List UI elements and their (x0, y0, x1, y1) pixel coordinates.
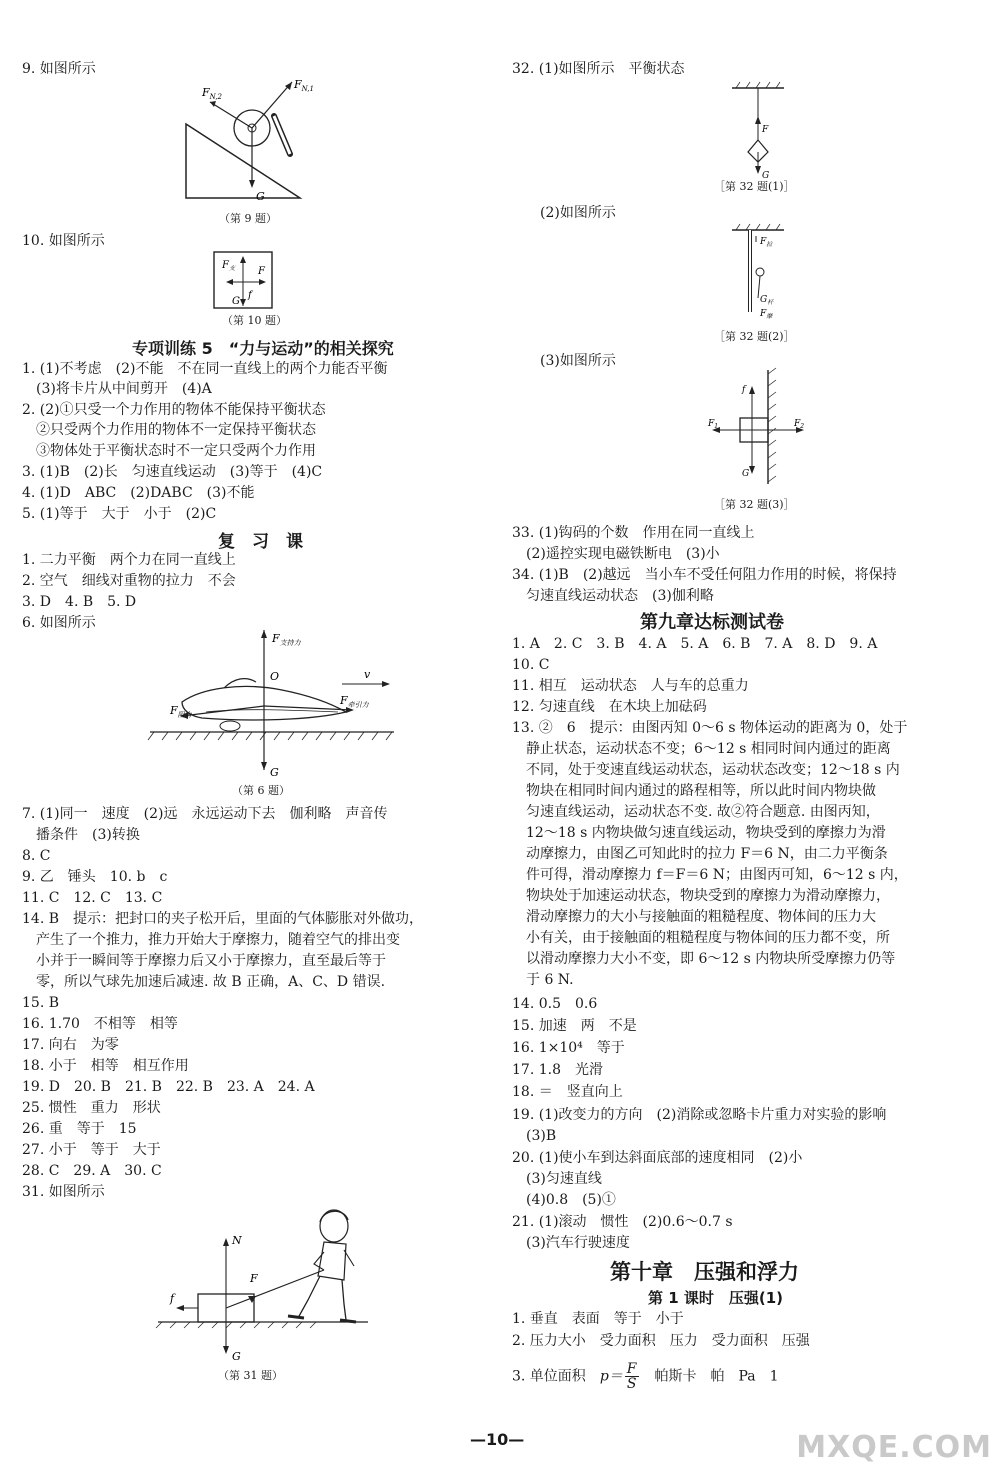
answer-line: 34. (1)B (2)越远 当小车不受任何阻力作用的时候，将保持 (512, 567, 897, 583)
answer-line: 15. 加速 两 不是 (512, 1018, 637, 1034)
answer-line: 14. 0.5 0.6 (512, 996, 598, 1012)
answer-line: 26. 重 等于 15 (22, 1121, 137, 1137)
answer-line: 12～18 s 内物块做匀速直线运动，物块受到的摩擦力为滑 (512, 825, 886, 841)
answer-line: (2)遥控实现电磁铁断电 (3)小 (512, 546, 720, 562)
lesson-title: 第 1 课时 压强(1) (648, 1289, 784, 1307)
answer-line: 28. C 29. A 30. C (22, 1163, 162, 1179)
answer-line: 1. A 2. C 3. B 4. A 5. A 6. B 7. A 8. D 9. A (512, 636, 878, 652)
answer-line: 小并于一瞬间等于摩擦力后又小于摩擦力，直至最后等于 (22, 953, 386, 969)
answer-line: 3. (1)B (2)长 匀速直线运动 (3)等于 (4)C (22, 464, 323, 480)
answer-line: 匀速直线运动状态 (3)伽利略 (512, 588, 714, 604)
svg-text:G: G (270, 766, 279, 779)
pressure-formula-fraction (625, 1362, 639, 1391)
answer-line: (3)汽车行驶速度 (512, 1235, 630, 1251)
q3-denominator: S (626, 1376, 637, 1392)
svg-text:G: G (762, 171, 770, 181)
answer-line: 17. 向右 为零 (22, 1037, 119, 1053)
answer-line: 产生了一个推力，推力开始大于摩擦力，随着空气的排出变 (22, 932, 400, 948)
answer-line: 7. (1)同一 速度 (2)远 永远运动下去 伽利略 声音传 (22, 806, 388, 822)
svg-text:F: F (258, 266, 265, 277)
q32-2-diagram (728, 222, 788, 322)
q3-prefix: 3. 单位面积 (512, 1368, 600, 1385)
answer-line: 6. 如图所示 (22, 615, 96, 631)
answer-line: 静止状态，运动状态不变；6～12 s 相同时间内通过的距离 (512, 741, 891, 757)
answer-line: 于 6 N. (512, 972, 574, 988)
answer-line: 12. 匀速直线 在木块上加砝码 (512, 699, 707, 715)
page-number: —10— (470, 1430, 525, 1449)
svg-text:G: G (232, 296, 240, 307)
answer-line: 19. (1)改变力的方向 (2)消除或忽略卡片重力对实验的影响 (512, 1107, 887, 1123)
svg-text:F摩: $F_摩$ (760, 309, 773, 320)
q10-caption: （第 10 题） (222, 314, 287, 327)
answer-line: 17. 1.8 光滑 (512, 1062, 603, 1078)
answer-line: 31. 如图所示 (22, 1184, 105, 1200)
answer-line: 21. (1)滚动 惯性 (2)0.6～0.7 s (512, 1214, 733, 1230)
answer-line: 8. C (22, 848, 51, 864)
answer-line: 2. 压力大小 受力面积 压力 受力面积 压强 (512, 1333, 810, 1349)
svg-text:f: f (170, 1292, 175, 1305)
answer-line: 16. 1×10⁴ 等于 (512, 1040, 625, 1056)
svg-text:F阻力: $F_{阻力}$ (170, 704, 192, 719)
answer-line: 零，所以气球先加速后减速. 故 B 正确，A、C、D 错误. (22, 974, 386, 990)
answer-line: 4. (1)D ABC (2)DABC (3)不能 (22, 485, 255, 501)
answer-line: 25. 惯性 重力 形状 (22, 1100, 161, 1116)
q32-1-text: 32. (1)如图所示 平衡状态 (512, 61, 685, 77)
chapter9-title: 第九章达标测试卷 (640, 612, 784, 633)
q3-formula-lhs: p＝ (599, 1368, 623, 1385)
answer-line: (3)将卡片从中间剪开 (4)A (22, 381, 212, 397)
svg-text:F拉: $F_拉$ (760, 237, 773, 248)
q32-3-diagram (708, 368, 808, 488)
q9-caption: （第 9 题） (219, 212, 277, 225)
answer-line: 15. B (22, 995, 60, 1011)
chapter10-title: 第十章 压强和浮力 (610, 1260, 799, 1284)
answer-line: 19. D 20. B 21. B 22. B 23. A 24. A (22, 1079, 315, 1095)
svg-text:F支: $F_支$ (222, 260, 235, 272)
answer-line: 3. D 4. B 5. D (22, 594, 137, 610)
svg-text:F1: $F_1$ (708, 419, 719, 430)
answer-line: 33. (1)钩码的个数 作用在同一直线上 (512, 525, 755, 541)
answer-line: 11. C 12. C 13. C (22, 890, 163, 906)
answer-line: 14. B 提示：把封口的夹子松开后，里面的气体膨胀对外做功， (22, 911, 424, 927)
answer-line: (3)B (512, 1128, 557, 1144)
answer-line: 2. 空气 细线对重物的拉力 不会 (22, 573, 236, 589)
answer-line: 以滑动摩擦力大小不变，即 6～12 s 内物块所受摩擦力仍等 (512, 951, 896, 967)
svg-text:N: N (232, 1234, 242, 1247)
svg-text:f: f (248, 290, 252, 301)
answer-line: 物块在相同时间内通过的路程相等，所以此时间内物块做 (512, 783, 876, 799)
q3-numerator: F (626, 1361, 637, 1377)
answer-line: 小有关，由于接触面的粗糙程度与物体间的压力都不变，所 (512, 930, 890, 946)
answer-line: 27. 小于 等于 大于 (22, 1142, 161, 1158)
answer-line: 2. (2)①只受一个力作用的物体不能保持平衡状态 (22, 402, 326, 418)
svg-text:G: G (742, 469, 750, 479)
q9-text: 9. 如图所示 (22, 61, 96, 77)
answer-line: 件可得，滑动摩擦力 f＝F＝6 N；由图丙可知，6～12 s 内， (512, 867, 908, 883)
q6-caption: （第 6 题） (232, 784, 290, 797)
answer-line: 11. 相互 运动状态 人与车的总重力 (512, 678, 749, 694)
svg-text:FN,1: $F_{N,1}$ (294, 78, 314, 93)
q32-3-text: (3)如图所示 (540, 353, 616, 369)
q32-3-caption: ［第 32 题(3)］ (714, 498, 795, 511)
svg-text:F牵引力: $F_{牵引力}$ (340, 694, 369, 709)
watermark: MXQE.COM (796, 1430, 992, 1465)
q3-suffix: 帕斯卡 帕 Pa 1 (640, 1368, 779, 1385)
answer-line: 匀速直线运动，运动状态不变. 故②符合题意. 由图丙知， (512, 804, 880, 820)
section5-title: 专项训练 5 “力与运动”的相关探究 (132, 339, 394, 358)
q9-diagram (182, 76, 322, 216)
svg-text:G: G (256, 190, 265, 203)
answer-line: 动摩擦力，由图乙可知此时的拉力 F＝6 N，由二力平衡条 (512, 846, 888, 862)
q32-2-text: (2)如图所示 (540, 205, 616, 221)
answer-line: 9. 乙 锤头 10. b c (22, 869, 168, 885)
answer-line: 物块处于加速运动状态，物块受到的摩擦力为滑动摩擦力， (512, 888, 890, 904)
q32-2-caption: ［第 32 题(2)］ (714, 330, 795, 343)
q32-1-diagram (728, 80, 788, 180)
review-title: 复 习 课 (218, 532, 303, 552)
q3-line (512, 1362, 779, 1391)
svg-text:FN,2: $F_{N,2}$ (202, 86, 222, 101)
answer-line: 5. (1)等于 大于 小于 (2)C (22, 506, 217, 522)
answer-line: 13. ② 6 提示：由图丙知 0～6 s 物体运动的距离为 0，处于 (512, 720, 908, 736)
svg-text:G杆: $G_杆$ (760, 295, 774, 306)
answer-line: 10. C (512, 657, 550, 673)
q31-caption: （第 31 题） (218, 1369, 283, 1382)
svg-text:F2: $F_2$ (794, 419, 805, 430)
svg-text:F: F (250, 1272, 258, 1285)
answer-line: 18. 小于 相等 相互作用 (22, 1058, 189, 1074)
svg-text:F支持力: $F_{支持力}$ (272, 632, 301, 647)
answer-line: (4)0.8 (5)① (512, 1192, 616, 1208)
answer-line: 1. 垂直 表面 等于 小于 (512, 1311, 684, 1327)
answer-line: 1. (1)不考虑 (2)不能 不在同一直线上的两个力能否平衡 (22, 361, 388, 377)
q31-diagram (148, 1200, 388, 1370)
svg-text:v: v (364, 668, 371, 681)
svg-text:F: F (762, 125, 769, 135)
answer-line: 1. 二力平衡 两个力在同一直线上 (22, 552, 236, 568)
answer-line: 播条件 (3)转换 (22, 827, 140, 843)
answer-line: 滑动摩擦力的大小与接触面的粗糙程度、物体间的压力大 (512, 909, 876, 925)
answer-line: 18. ＝ 竖直向上 (512, 1084, 623, 1100)
q10-diagram (214, 252, 274, 312)
svg-text:O: O (270, 670, 280, 683)
svg-text:f: f (742, 385, 746, 395)
q10-text: 10. 如图所示 (22, 233, 105, 249)
answer-line: ③物体处于平衡状态时不一定只受两个力作用 (22, 443, 316, 459)
answer-line: 不同，处于变速直线运动状态，运动状态改变；12～18 s 内 (512, 762, 900, 778)
answer-line: 16. 1.70 不相等 相等 (22, 1016, 178, 1032)
svg-text:G: G (232, 1350, 241, 1363)
answer-line: (3)匀速直线 (512, 1171, 602, 1187)
q6-diagram (142, 630, 402, 780)
answer-line: 20. (1)使小车到达斜面底部的速度相同 (2)小 (512, 1150, 803, 1166)
q32-1-caption: ［第 32 题(1)］ (714, 180, 795, 193)
answer-line: ②只受两个力作用的物体不一定保持平衡状态 (22, 422, 316, 438)
